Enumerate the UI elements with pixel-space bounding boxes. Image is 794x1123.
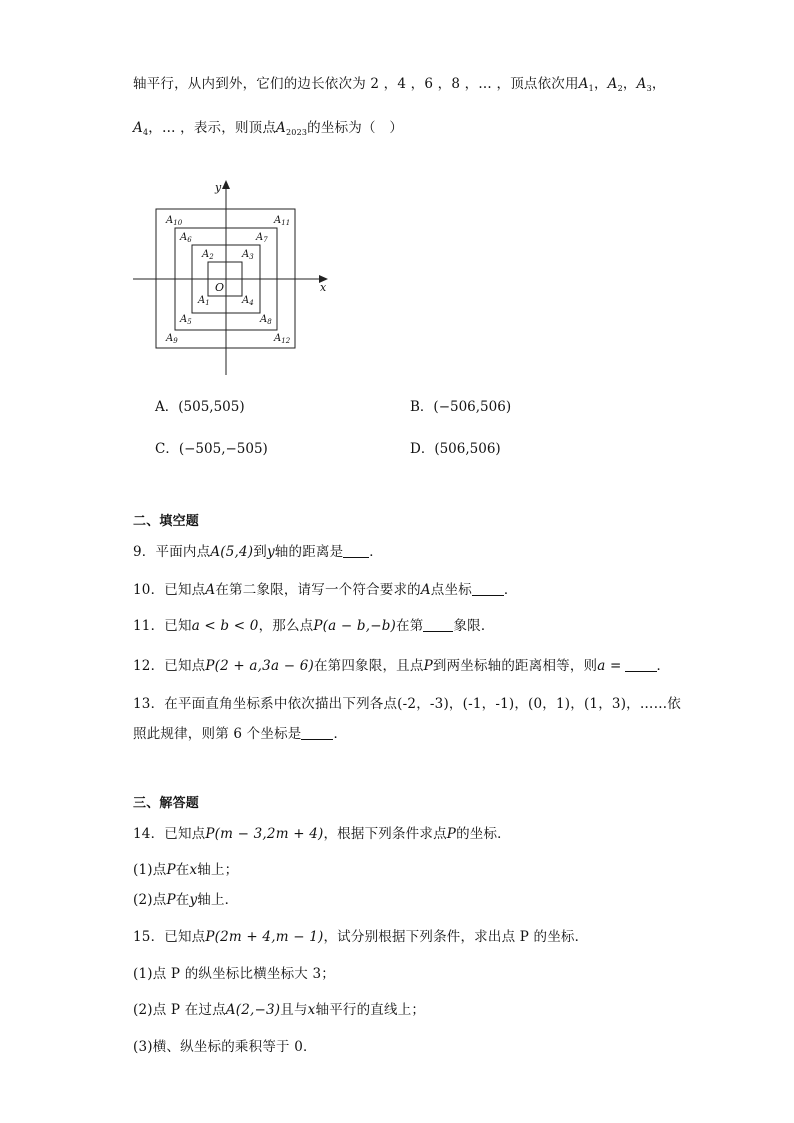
q15-point: P(2m + 4,m − 1): [205, 929, 324, 945]
q11-text-3: 在第: [396, 618, 424, 634]
q9-text-2: 到: [253, 544, 267, 560]
q15-s2-point: A(2,−3): [225, 1002, 281, 1018]
q11-number: 11．: [133, 618, 165, 634]
q11-text-1: 已知: [164, 618, 192, 634]
label-A10: $A_{10}$: [166, 215, 183, 227]
label-A6: $A_6$: [180, 232, 192, 244]
q14-point: P(m − 3,2m + 4): [205, 826, 324, 842]
q12-text-1: 已知点: [164, 658, 206, 674]
option-c-value: (−505,−505): [178, 441, 268, 457]
origin-label: O: [215, 281, 225, 294]
q10-text-3: 点坐标: [430, 582, 472, 598]
option-a-letter: A．: [155, 399, 179, 415]
q9-text-3: 轴的距离是: [274, 544, 344, 560]
option-a-value: (505,505): [178, 399, 245, 415]
option-c[interactable]: [155, 437, 268, 457]
vertex-a1: A: [578, 76, 589, 92]
vertex-a2-sub: 2: [617, 84, 623, 93]
nested-squares-figure: [128, 175, 338, 380]
label-A7: $A_7$: [256, 232, 268, 244]
question-15: [133, 925, 588, 945]
q14-number: 14．: [133, 826, 165, 842]
q12-text-2: 在第四象限，且点: [313, 658, 424, 674]
q12-answer-blank[interactable]: [625, 659, 657, 672]
q13-text-2: 照此规律，则第 6 个坐标是: [133, 726, 302, 742]
vertex-a4-sub: 4: [142, 128, 149, 137]
label-A4: $A_4$: [242, 295, 254, 307]
q10-text-2: 在第二象限，请写一个符合要求的: [215, 582, 421, 598]
intro-line-1: 轴平行，从内到外，它们的边长依次为 2 ，4 ，6 ，8 ，… ，顶点依次用$A_1$，$A_2$，$A_3$，: [133, 76, 666, 93]
q11-answer-blank[interactable]: [423, 619, 453, 632]
vertex-a2023-sub: 2023: [286, 128, 308, 137]
q14-s1-text-c: 轴上；: [197, 862, 239, 878]
label-A8: $A_8$: [260, 314, 272, 326]
q11-condition: a < b < 0: [191, 618, 259, 634]
q9-text-4: ．: [369, 544, 383, 560]
q12-a: a =: [597, 658, 622, 674]
question-14-part-1: [133, 858, 238, 878]
q15-s2-text-b: 且与: [280, 1002, 308, 1018]
q15-s2-x: x: [307, 1002, 316, 1018]
q14-s2-text-a: (2)点: [133, 892, 167, 908]
q14-s2-text-c: 轴上．: [197, 892, 239, 908]
q14-s1-p: P: [166, 862, 176, 878]
question-15-part-1: [133, 962, 335, 982]
option-d-value: (506,506): [434, 441, 501, 457]
q14-s1-text-b: 在: [175, 862, 190, 878]
label-A9: $A_9$: [166, 333, 178, 345]
q13-answer-blank[interactable]: [301, 727, 333, 740]
q12-text-4: ．: [656, 658, 671, 674]
q10-a2: A: [420, 582, 431, 598]
q15-s2-text-c: 轴平行的直线上；: [315, 1002, 426, 1018]
option-a[interactable]: [155, 395, 245, 415]
question-15-part-2: [133, 998, 425, 1018]
intro-text-2: ，… ，表示，则顶点: [148, 120, 277, 136]
q14-s1-text-a: (1)点: [133, 862, 167, 878]
vertex-a3-sub: 3: [646, 84, 652, 93]
vertex-labels: [165, 215, 291, 345]
intro-text-1: 轴平行，从内到外，它们的边长依次为 2 ，4 ，6 ，8 ，… ，顶点依次用: [133, 76, 579, 92]
vertex-a4: A: [133, 120, 143, 136]
q10-a: A: [205, 582, 216, 598]
q15-s2-text-a: (2)点 P 在过点: [133, 1002, 226, 1018]
option-b-value: (−506,506): [433, 399, 512, 415]
option-b-letter: B．: [410, 399, 434, 415]
y-axis-arrow: [222, 180, 230, 189]
vertex-a3: A: [636, 76, 647, 92]
question-14-part-2: [133, 888, 238, 908]
q13-text-3: ．: [333, 726, 348, 742]
q15-text-1: 已知点: [164, 929, 206, 945]
intro-line-2: [133, 116, 403, 137]
q10-answer-blank[interactable]: [472, 583, 504, 596]
q15-s1-text: (1)点 P 的纵坐标比横坐标大 3；: [133, 966, 335, 982]
x-axis-label: x: [320, 281, 327, 294]
question-9: [133, 540, 383, 560]
q10-text-4: ．: [503, 582, 518, 598]
section2-title: 二、填空题: [133, 514, 200, 529]
option-c-letter: C．: [155, 441, 179, 457]
question-14: [133, 822, 511, 842]
q9-point: A(5,4): [210, 544, 254, 560]
q11-text-4: 象限．: [453, 618, 495, 634]
label-A12: $A_{12}$: [274, 333, 291, 345]
vertex-a2023: A: [276, 120, 286, 136]
q12-point: P(2 + a,3a − 6): [205, 658, 314, 674]
q15-text-2: ，试分别根据下列条件，求出点 P 的坐标．: [323, 929, 589, 945]
q15-s3-text: (3)横、纵坐标的乘积等于 0．: [133, 1039, 317, 1055]
q11-point: P(a − b,−b): [313, 618, 397, 634]
q14-s1-x: x: [189, 862, 198, 878]
label-A2: $A_2$: [202, 249, 214, 261]
option-d-letter: D．: [410, 441, 435, 457]
question-13-line-2: [133, 722, 347, 742]
q14-p: P: [446, 826, 457, 842]
q13-text-1: 在平面直角坐标系中依次描出下列各点(-2，-3)，(-1，-1)，(0，1)，(1，3)，……依: [164, 696, 681, 712]
q10-number: 10．: [133, 582, 165, 598]
intro-text-3: 的坐标为（ ）: [307, 120, 404, 136]
q9-number: 9．: [133, 544, 156, 560]
option-d[interactable]: [410, 437, 501, 457]
label-A5: $A_5$: [180, 314, 192, 326]
q14-text-3: 的坐标．: [456, 826, 511, 842]
question-15-part-3: [133, 1035, 317, 1055]
q14-text-2: ，根据下列条件求点: [323, 826, 447, 842]
q14-s2-y: y: [189, 892, 198, 908]
vertex-a2: A: [607, 76, 618, 92]
question-10: [133, 578, 518, 598]
label-A1: $A_1$: [198, 295, 210, 307]
q13-number: 13．: [133, 696, 165, 712]
q10-text-1: 已知点: [164, 582, 206, 598]
q12-p: P: [423, 658, 433, 674]
question-11: [133, 614, 495, 634]
question-12: [133, 654, 670, 674]
q9-y: y: [266, 544, 275, 560]
q14-s2-text-b: 在: [175, 892, 190, 908]
label-A3: $A_3$: [242, 249, 254, 261]
q9-answer-blank[interactable]: [343, 545, 369, 558]
q15-number: 15．: [133, 929, 165, 945]
vertex-a1-sub: 1: [588, 84, 594, 93]
q14-text-1: 已知点: [164, 826, 206, 842]
section3-title: 三、解答题: [133, 796, 200, 811]
option-b[interactable]: [410, 395, 511, 415]
q11-text-2: ，那么点: [258, 618, 314, 634]
q12-number: 12．: [133, 658, 165, 674]
q12-text-3: 到两坐标轴的距离相等，则: [432, 658, 598, 674]
question-13-line-1: [133, 692, 681, 712]
q14-s2-p: P: [166, 892, 176, 908]
label-A11: $A_{11}$: [274, 215, 291, 227]
q9-text-1: 平面内点: [155, 544, 211, 560]
y-axis-label: y: [215, 181, 222, 194]
